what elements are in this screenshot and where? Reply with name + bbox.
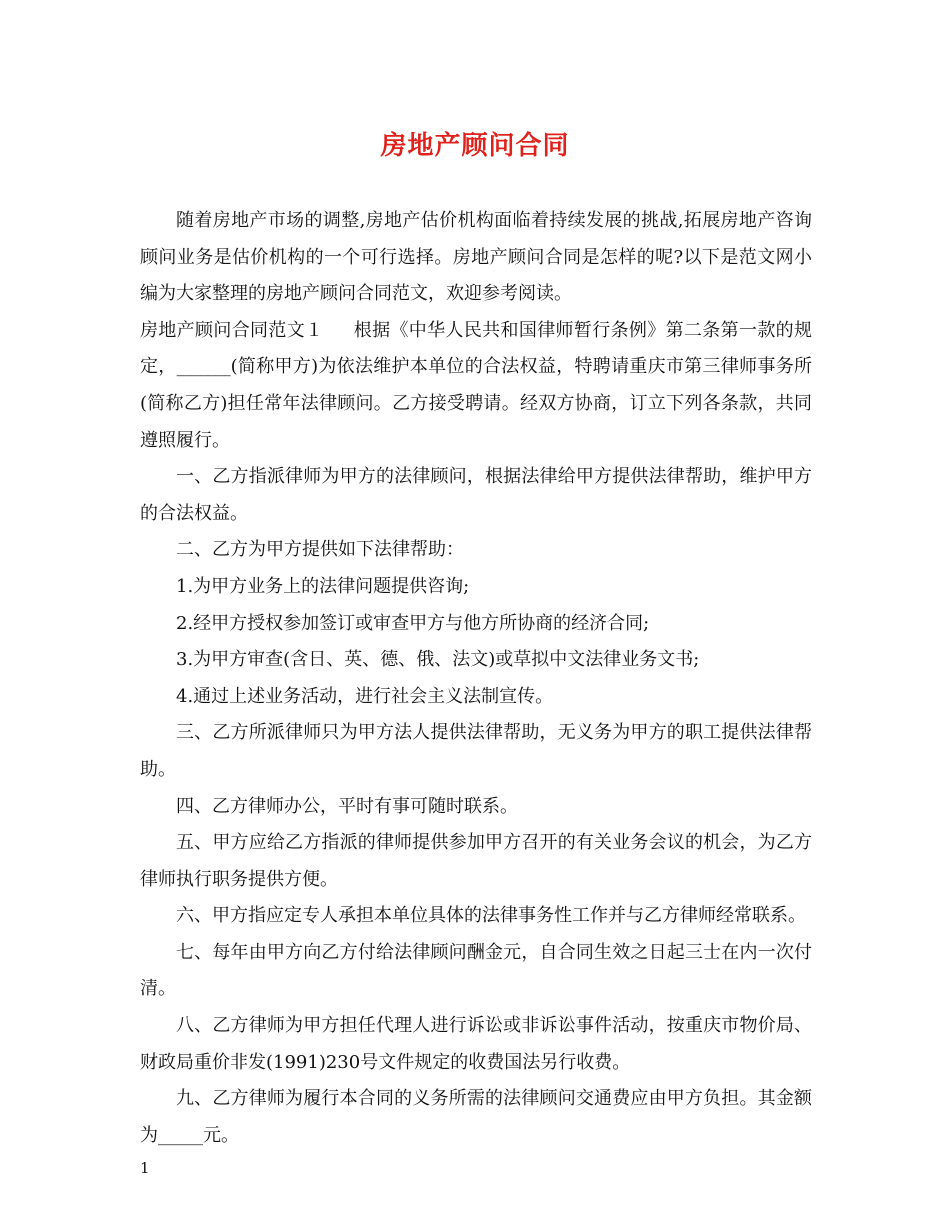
clause-7: 七、每年由甲方向乙方付给法律顾问酬金元，自合同生效之日起三士在内一次付清。 [140, 941, 812, 1000]
clause-2-item: 3.为甲方审查(含日、英、德、俄、法文)或草拟中文法律业务文书; [176, 649, 700, 671]
clause-2-item: 2.经甲方授权参加签订或审查甲方与他方所协商的经济合同; [176, 612, 650, 634]
clause-5: 五、甲方应给乙方指派的律师提供参加甲方召开的有关业务会议的机会，为乙方律师执行职务提供方便。 [140, 832, 812, 890]
clause-8: 八、乙方律师为甲方担任代理人进行诉讼或非诉讼事件活动，按重庆市物价局、财政局重价非发(1991)230号文件规定的收费国法另行收费。 [140, 1015, 812, 1073]
clause-2: 二、乙方为甲方提供如下法律帮助： [176, 539, 464, 561]
clause-4: 四、乙方律师办公，平时有事可随时联系。 [176, 795, 518, 817]
sample-heading: 房地产顾问合同范文１ [140, 319, 324, 341]
clause-9: 九、乙方律师为履行本合同的义务所需的法律顾问交通费应由甲方负担。其金额为_____元。 [140, 1088, 812, 1146]
preamble-text: 根据《中华人民共和国律师暂行条例》第二条第一款的规定，______(简称甲方)为依法维护本单位的合法权益，特聘请重庆市第三律师事务所(简称乙方)担任常年法律顾问。乙方接受聘请。经双方协商，订立下列各条款，共同遵照履行。 [140, 319, 813, 451]
document-title: 房地产顾问合同 [380, 131, 570, 161]
clause-3: 三、乙方所派律师只为甲方法人提供法律帮助，无义务为甲方的职工提供法律帮助。 [140, 722, 812, 780]
clause-2-item: 4.通过上述业务活动，进行社会主义法制宣传。 [176, 685, 554, 707]
clause-6: 六、甲方指应定专人承担本单位具体的法律事务性工作并与乙方律师经常联系。 [176, 905, 806, 927]
clause-1: 一、乙方指派律师为甲方的法律顾问，根据法律给甲方提供法律帮助，维护甲方的合法权益。 [140, 466, 812, 524]
intro-paragraph: 随着房地产市场的调整,房地产估价机构面临着持续发展的挑战,拓展房地产咨询顾问业务是估价机构的一个可行选择。房地产顾问合同是怎样的呢?以下是范文网小编为大家整理的房地产顾问合同范文，欢迎参考阅读。 [140, 210, 812, 305]
page-number: 1 [140, 1159, 150, 1177]
clause-2-item: 1.为甲方业务上的法律问题提供咨询; [176, 575, 470, 597]
sample-paragraph [140, 313, 812, 459]
document-body [140, 203, 812, 1154]
